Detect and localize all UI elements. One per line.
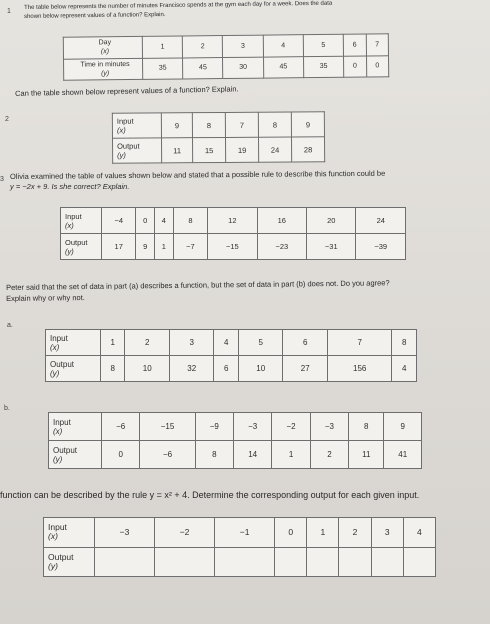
input-value-cell: 8 xyxy=(349,413,384,441)
input-value-cell: 3 xyxy=(371,518,403,548)
output-value-cell: 8 xyxy=(195,441,233,469)
input-value-cell: 9 xyxy=(291,112,324,137)
output-value-cell: 9 xyxy=(136,234,155,260)
input-value-cell: −4 xyxy=(102,208,136,234)
output-value-cell: 8 xyxy=(101,356,125,382)
input-value-cell: 4 xyxy=(155,208,174,234)
input-value-cell: −3 xyxy=(95,518,155,548)
table-row xyxy=(46,356,417,382)
output-value-cell: 0 xyxy=(344,56,367,78)
row-label-text: Output xyxy=(50,359,75,369)
output-value-cell: 0 xyxy=(102,441,140,469)
q3-table xyxy=(60,207,406,260)
q1-table xyxy=(63,33,389,80)
input-value-cell: 16 xyxy=(257,208,306,234)
row-label-text: Output xyxy=(53,445,78,455)
row-label-var: (y) xyxy=(53,454,63,464)
output-value-cell: 27 xyxy=(283,356,328,382)
row-label-text: Output xyxy=(65,237,88,247)
output-value-cell xyxy=(307,547,339,577)
output-value-cell: 11 xyxy=(162,138,193,163)
input-value-cell: 3 xyxy=(223,35,263,57)
output-value-cell: −7 xyxy=(173,234,207,260)
row-label xyxy=(44,518,95,548)
input-value-cell: 9 xyxy=(161,113,192,138)
input-value-cell: 3 xyxy=(169,330,214,356)
q2-prompt: Can the table shown below represent values of a function? Explain. xyxy=(15,84,239,98)
input-value-cell: 8 xyxy=(173,208,207,234)
table-row xyxy=(44,547,436,577)
q5-prompt: function can be described by the rule y = x² + 4. Determine the corresponding output for each given input. xyxy=(0,490,420,500)
input-value-cell: 7 xyxy=(366,34,389,56)
output-value-cell: 6 xyxy=(214,356,238,382)
row-label-text: Input xyxy=(116,116,134,126)
output-value-cell: −23 xyxy=(257,234,306,260)
output-value-cell: 10 xyxy=(238,356,283,382)
part-a-label: a. xyxy=(7,322,13,329)
table-row xyxy=(49,441,422,469)
input-value-cell: 6 xyxy=(283,330,328,356)
q4-prompt-line2: Explain why or why not. xyxy=(6,293,85,303)
input-value-cell: 4 xyxy=(403,518,435,548)
row-label xyxy=(46,356,101,382)
q3-number: 3 xyxy=(0,176,4,183)
input-value-cell: 1 xyxy=(307,518,339,548)
output-value-cell: 156 xyxy=(327,356,392,382)
row-label-text: Output xyxy=(117,141,140,151)
output-value-cell: −15 xyxy=(208,234,257,260)
input-value-cell: 0 xyxy=(275,518,307,548)
row-label-text: Input xyxy=(65,211,82,221)
table-row xyxy=(49,413,422,441)
input-value-cell: 7 xyxy=(327,330,392,356)
row-label xyxy=(112,113,161,138)
table-row xyxy=(46,330,417,356)
output-value-cell: 24 xyxy=(259,137,292,162)
input-value-cell: 24 xyxy=(356,208,406,234)
q3-prompt-line2: y = −2x + 9. Is she correct? Explain. xyxy=(10,182,130,191)
output-value-cell: 19 xyxy=(226,137,259,162)
q2-number: 2 xyxy=(5,116,9,123)
output-value-cell: 14 xyxy=(234,441,272,469)
row-label-var: (y) xyxy=(50,368,60,378)
output-value-cell: 32 xyxy=(169,356,214,382)
q2-table xyxy=(112,111,325,163)
q3-prompt-line1: Olivia examined the table of values shown below and stated that a possible rule to describe this function could be xyxy=(10,168,386,181)
input-value-cell: 2 xyxy=(182,36,222,58)
output-value-cell: 30 xyxy=(223,57,263,79)
input-value-cell: 4 xyxy=(263,35,303,57)
input-value-cell: 8 xyxy=(192,112,225,137)
output-value-cell xyxy=(371,547,403,577)
output-value-cell: 17 xyxy=(102,234,136,260)
output-value-cell: 41 xyxy=(384,441,422,469)
output-value-cell: 0 xyxy=(366,55,389,77)
output-value-cell xyxy=(215,547,275,577)
output-value-cell: 35 xyxy=(303,56,343,78)
table-row xyxy=(64,55,389,80)
input-value-cell: 1 xyxy=(142,36,182,58)
output-value-cell: 10 xyxy=(125,356,170,382)
input-value-cell: −3 xyxy=(310,413,348,441)
q4b-table xyxy=(48,412,422,469)
table-row xyxy=(112,112,324,138)
row-label-var: (x) xyxy=(100,48,110,56)
output-value-cell: 45 xyxy=(263,56,303,78)
output-value-cell: 35 xyxy=(143,57,183,79)
row-label xyxy=(64,58,143,80)
row-label-var: (y) xyxy=(117,150,126,160)
input-value-cell: −6 xyxy=(102,413,140,441)
row-label-text: Day xyxy=(98,39,112,47)
row-label-var: (x) xyxy=(50,342,60,352)
input-value-cell: 8 xyxy=(258,112,291,137)
output-value-cell: −39 xyxy=(356,234,406,260)
row-label-var: (x) xyxy=(53,426,63,436)
output-value-cell: −6 xyxy=(140,441,195,469)
q4a-table xyxy=(45,329,417,382)
output-value-cell xyxy=(275,547,307,577)
input-value-cell: −2 xyxy=(155,518,215,548)
q5-table xyxy=(43,517,436,577)
row-label xyxy=(61,208,102,234)
input-value-cell: 4 xyxy=(214,330,238,356)
output-value-cell xyxy=(339,547,371,577)
input-value-cell: −2 xyxy=(272,413,310,441)
output-value-cell: −31 xyxy=(307,234,356,260)
output-value-cell: 28 xyxy=(291,137,324,162)
row-label xyxy=(61,234,102,260)
input-value-cell: 12 xyxy=(208,208,257,234)
table-row xyxy=(44,518,436,548)
output-value-cell: 2 xyxy=(310,441,348,469)
input-value-cell: 5 xyxy=(238,330,283,356)
input-value-cell: 5 xyxy=(303,34,343,56)
output-value-cell: 1 xyxy=(155,234,174,260)
row-label-text: Input xyxy=(50,333,68,343)
q1-prompt-line1: The table below represents the number of minutes Francisco spends at the gym each day for a week. Does the data xyxy=(24,0,333,11)
output-value-cell xyxy=(95,547,155,577)
table-row xyxy=(61,234,406,260)
input-value-cell: 2 xyxy=(339,518,371,548)
output-value-cell: 1 xyxy=(272,441,310,469)
input-value-cell: 2 xyxy=(125,330,170,356)
output-value-cell: 15 xyxy=(193,137,226,162)
row-label-text: Time in minutes xyxy=(80,60,130,69)
input-value-cell: −15 xyxy=(140,413,195,441)
input-value-cell: 6 xyxy=(343,34,366,56)
row-label-var: (x) xyxy=(48,531,58,542)
row-label-var: (y) xyxy=(101,69,110,78)
table-row xyxy=(61,208,406,234)
output-value-cell: 11 xyxy=(349,441,384,469)
row-label-var: (y) xyxy=(65,246,74,256)
row-label xyxy=(49,441,102,469)
row-label-text: Output xyxy=(48,551,74,562)
input-value-cell: 9 xyxy=(384,413,422,441)
output-value-cell: 45 xyxy=(183,57,223,79)
row-label xyxy=(63,36,142,58)
q1-prompt-line2: shown below represent values of a function? Explain. xyxy=(24,12,166,20)
input-value-cell: −3 xyxy=(234,413,272,441)
row-label-var: (x) xyxy=(65,220,74,230)
row-label xyxy=(44,547,95,577)
row-label-text: Input xyxy=(48,522,67,533)
input-value-cell: 7 xyxy=(225,112,258,137)
row-label xyxy=(49,413,102,441)
row-label-var: (x) xyxy=(116,125,126,135)
input-value-cell: 1 xyxy=(101,330,125,356)
q4-prompt-line1: Peter said that the set of data in part (a) describes a function, but the set of data in part (b) does not. Do you agree? xyxy=(6,278,390,292)
part-b-label: b. xyxy=(4,405,10,412)
input-value-cell: 8 xyxy=(392,330,417,356)
input-value-cell: −1 xyxy=(215,518,275,548)
q1-number: 1 xyxy=(7,8,11,15)
row-label xyxy=(113,138,162,163)
input-value-cell: 20 xyxy=(307,208,356,234)
row-label-var: (y) xyxy=(48,560,58,571)
row-label-text: Input xyxy=(53,417,71,427)
input-value-cell: −9 xyxy=(195,413,233,441)
output-value-cell xyxy=(403,547,435,577)
input-value-cell: 0 xyxy=(136,208,155,234)
table-row xyxy=(113,137,325,163)
output-value-cell: 4 xyxy=(392,356,417,382)
row-label xyxy=(46,330,101,356)
output-value-cell xyxy=(155,547,215,577)
